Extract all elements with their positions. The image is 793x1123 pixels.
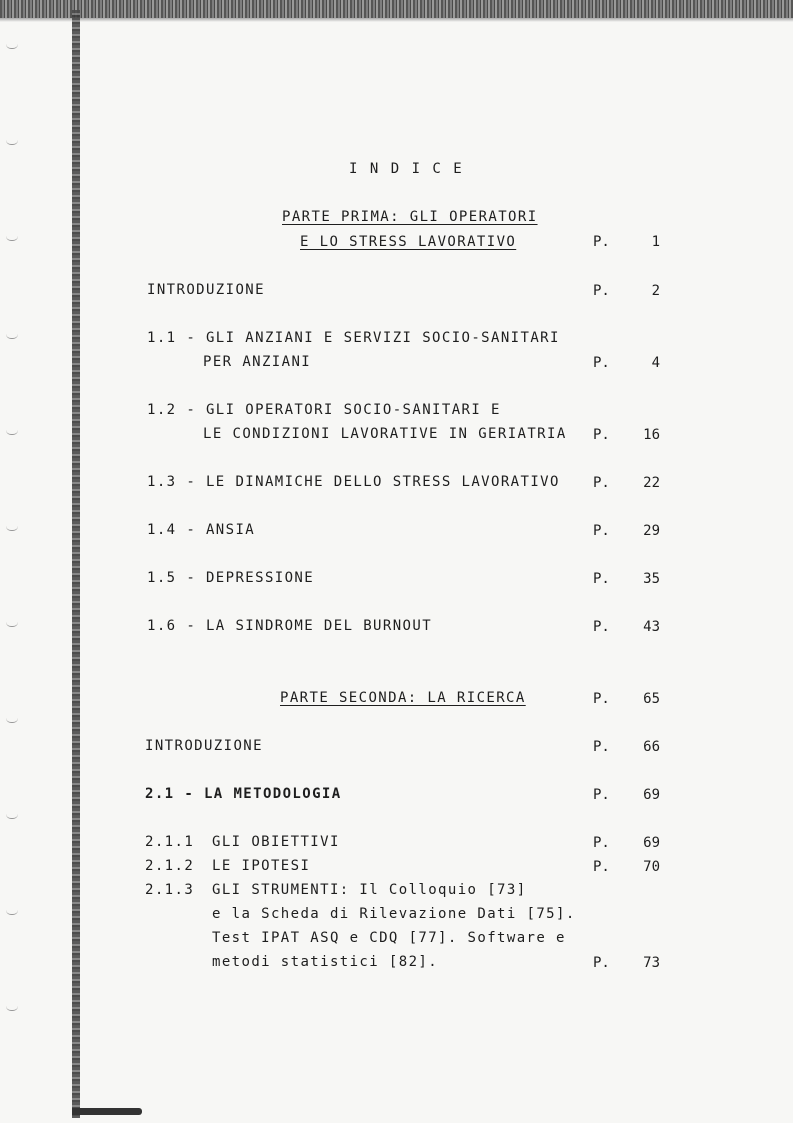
toc-entry: 1.2 - GLI OPERATORI SOCIO-SANITARI E bbox=[147, 402, 501, 418]
page-number: 1 bbox=[651, 234, 660, 250]
punch-mark bbox=[6, 814, 18, 819]
toc-entry: e la Scheda di Rilevazione Dati [75]. bbox=[212, 906, 576, 922]
toc-entry: INTRODUZIONE bbox=[147, 282, 265, 298]
toc-entry: 1.3 - LE DINAMICHE DELLO STRESS LAVORATIVO bbox=[147, 474, 560, 490]
section-heading: E LO STRESS LAVORATIVO bbox=[300, 234, 517, 250]
page-prefix: P. bbox=[593, 475, 610, 491]
toc-entry: 1.4 - ANSIA bbox=[147, 522, 256, 538]
page-number: 4 bbox=[651, 355, 660, 371]
punch-mark bbox=[6, 622, 18, 627]
page-prefix: P. bbox=[593, 283, 610, 299]
binding-edge bbox=[72, 10, 80, 1118]
page-number: 43 bbox=[643, 619, 660, 635]
toc-entry: 1.5 - DEPRESSIONE bbox=[147, 570, 315, 586]
page-prefix: P. bbox=[593, 739, 610, 755]
page-number: 35 bbox=[643, 571, 660, 587]
toc-number: 2.1.1 bbox=[145, 834, 195, 850]
page-number: 65 bbox=[643, 691, 660, 707]
punch-mark bbox=[6, 430, 18, 435]
punch-mark bbox=[6, 44, 18, 49]
binding-bottom-edge bbox=[72, 1108, 142, 1115]
page-prefix: P. bbox=[593, 427, 610, 443]
toc-entry: 1.1 - GLI ANZIANI E SERVIZI SOCIO-SANITARI bbox=[147, 330, 560, 346]
page-prefix: P. bbox=[593, 355, 610, 371]
page-number: 69 bbox=[643, 787, 660, 803]
toc-entry: 2.1 - LA METODOLOGIA bbox=[145, 786, 342, 802]
page-number: 73 bbox=[643, 955, 660, 971]
punch-mark bbox=[6, 1006, 18, 1011]
punch-mark bbox=[6, 236, 18, 241]
toc-number: 2.1.2 bbox=[145, 858, 195, 874]
page-number: 70 bbox=[643, 859, 660, 875]
toc-entry: INTRODUZIONE bbox=[145, 738, 263, 754]
page-number: 29 bbox=[643, 523, 660, 539]
page-number: 66 bbox=[643, 739, 660, 755]
page-prefix: P. bbox=[593, 691, 610, 707]
punch-mark bbox=[6, 140, 18, 145]
page-title: I N D I C E bbox=[349, 161, 464, 177]
page-number: 69 bbox=[643, 835, 660, 851]
page-number: 22 bbox=[643, 475, 660, 491]
page-prefix: P. bbox=[593, 835, 610, 851]
punch-mark bbox=[6, 334, 18, 339]
page-prefix: P. bbox=[593, 859, 610, 875]
scan-top-edge bbox=[0, 0, 793, 18]
punch-mark bbox=[6, 526, 18, 531]
toc-entry: LE IPOTESI bbox=[212, 858, 311, 874]
page-prefix: P. bbox=[593, 523, 610, 539]
toc-entry: PER ANZIANI bbox=[203, 354, 312, 370]
page-prefix: P. bbox=[593, 234, 610, 250]
page-number: 2 bbox=[651, 283, 660, 299]
toc-entry: GLI OBIETTIVI bbox=[212, 834, 340, 850]
page-prefix: P. bbox=[593, 787, 610, 803]
toc-entry: LE CONDIZIONI LAVORATIVE IN GERIATRIA bbox=[203, 426, 567, 442]
punch-mark bbox=[6, 718, 18, 723]
punch-mark bbox=[6, 910, 18, 915]
page-prefix: P. bbox=[593, 571, 610, 587]
page-prefix: P. bbox=[593, 619, 610, 635]
page-prefix: P. bbox=[593, 955, 610, 971]
toc-entry: GLI STRUMENTI: Il Colloquio [73] bbox=[212, 882, 527, 898]
page-number: 16 bbox=[643, 427, 660, 443]
toc-entry: Test IPAT ASQ e CDQ [77]. Software e bbox=[212, 930, 566, 946]
toc-number: 2.1.3 bbox=[145, 882, 195, 898]
toc-entry: metodi statistici [82]. bbox=[212, 954, 439, 970]
toc-entry: 1.6 - LA SINDROME DEL BURNOUT bbox=[147, 618, 433, 634]
section-heading: PARTE PRIMA: GLI OPERATORI bbox=[282, 209, 538, 225]
section-heading: PARTE SECONDA: LA RICERCA bbox=[280, 690, 526, 706]
